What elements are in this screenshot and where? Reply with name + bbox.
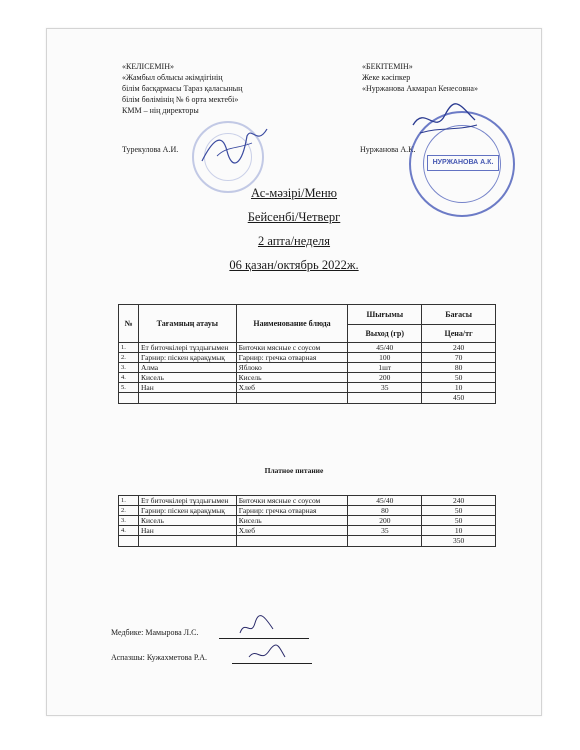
dish-name-kz: Кисель <box>138 516 236 526</box>
stamp-label: НУРЖАНОВА А.К. <box>427 155 499 171</box>
table-row <box>119 353 496 363</box>
dish-name-ru: Яблоко <box>236 363 348 373</box>
signature-left <box>197 121 277 171</box>
table-row <box>119 363 496 373</box>
cook-signature-line: Аспазшы: Кужахметова Р.А. <box>111 653 208 662</box>
empty-cell <box>138 393 236 404</box>
dish-price: 80 <box>422 363 496 373</box>
empty-cell <box>236 393 348 404</box>
dish-name-ru: Биточки мясные с соусом <box>236 343 348 353</box>
approval-line: «Жамбыл облысы әкімдігінің <box>122 73 223 82</box>
row-num: 1. <box>119 343 139 353</box>
dish-name-kz: Нан <box>138 383 236 393</box>
dish-yield: 80 <box>348 506 422 516</box>
dish-yield: 45/40 <box>348 343 422 353</box>
dish-name-ru: Хлеб <box>236 383 348 393</box>
signature-nurse <box>237 615 277 639</box>
total-price: 450 <box>422 393 496 404</box>
row-num: 1. <box>119 496 139 506</box>
dish-name-kz: Кисель <box>138 373 236 383</box>
row-num: 5. <box>119 383 139 393</box>
title-date: 06 қазан/октябрь 2022ж. <box>229 258 359 272</box>
table-row <box>119 343 496 353</box>
dish-name-ru: Биточки мясные с соусом <box>236 496 348 506</box>
table-row <box>119 506 496 516</box>
title-day: Бейсенбі/Четверг <box>247 210 341 224</box>
row-num: 4. <box>119 526 139 536</box>
approval-block-left <box>122 61 242 116</box>
dish-price: 240 <box>422 496 496 506</box>
dish-name-kz: Гарнир: піскен қарақұмық <box>138 353 236 363</box>
approval-line: білім бөлімінің № 6 орта мектебі» <box>122 95 239 104</box>
empty-cell <box>138 536 236 547</box>
dish-name-kz: Гарнир: піскен қарақұмық <box>138 506 236 516</box>
total-row <box>119 536 496 547</box>
total-row <box>119 393 496 404</box>
menu-table <box>118 304 496 404</box>
title-week: 2 апта/неделя <box>257 234 331 248</box>
row-num: 4. <box>119 373 139 383</box>
dish-yield: 200 <box>348 516 422 526</box>
header-num: № <box>119 305 139 343</box>
row-num: 3. <box>119 363 139 373</box>
dish-yield: 1шт <box>348 363 422 373</box>
dish-name-ru: Хлеб <box>236 526 348 536</box>
signature-right <box>405 95 485 145</box>
table-row <box>119 383 496 393</box>
table-row <box>119 496 496 506</box>
header-price-kz: Бағасы <box>422 305 496 325</box>
header-yield-ru: Выход (гр) <box>348 325 422 343</box>
dish-yield: 35 <box>348 383 422 393</box>
dish-price: 70 <box>422 353 496 363</box>
dish-yield: 45/40 <box>348 496 422 506</box>
empty-cell <box>348 536 422 547</box>
empty-cell <box>236 536 348 547</box>
dish-price: 10 <box>422 383 496 393</box>
empty-cell <box>348 393 422 404</box>
dish-price: 50 <box>422 506 496 516</box>
empty-cell <box>119 536 139 547</box>
table-row <box>119 373 496 383</box>
approval-line: білім басқармасы Тараз қаласының <box>122 84 243 93</box>
approval-block-right <box>362 61 478 94</box>
document-page <box>46 28 542 716</box>
dish-price: 50 <box>422 516 496 526</box>
approval-heading-right: «БЕКІТЕМІН» <box>362 62 413 71</box>
dish-yield: 35 <box>348 526 422 536</box>
dish-name-kz: Алма <box>138 363 236 373</box>
approval-heading-left: «КЕЛІСЕМІН» <box>122 62 174 71</box>
dish-name-ru: Гарнир: гречка отварная <box>236 353 348 363</box>
table-row <box>119 516 496 526</box>
row-num: 3. <box>119 516 139 526</box>
signature-cook <box>247 641 287 665</box>
approval-line: КММ – нің директоры <box>122 106 199 115</box>
dish-name-ru: Кисель <box>236 516 348 526</box>
table-row <box>119 526 496 536</box>
dish-name-ru: Гарнир: гречка отварная <box>236 506 348 516</box>
row-num: 2. <box>119 506 139 516</box>
dish-yield: 200 <box>348 373 422 383</box>
paid-table <box>118 495 496 547</box>
dish-name-ru: Кисель <box>236 373 348 383</box>
empty-cell <box>119 393 139 404</box>
dish-name-kz: Ет биточкілері тұздығымен <box>138 343 236 353</box>
row-num: 2. <box>119 353 139 363</box>
header-name-ru: Наименование блюда <box>236 305 348 343</box>
dish-yield: 100 <box>348 353 422 363</box>
signer-left: Турекулова А.И. <box>122 145 179 154</box>
signer-right: Нуржанова А.К. <box>360 145 416 154</box>
dish-price: 50 <box>422 373 496 383</box>
header-price-ru: Цена/тг <box>422 325 496 343</box>
header-yield-kz: Шығымы <box>348 305 422 325</box>
dish-price: 240 <box>422 343 496 353</box>
approval-line: Жеке кәсіпкер <box>362 73 411 82</box>
approval-line: «Нуржанова Акмарал Кенесовна» <box>362 84 478 93</box>
header-name-kz: Тағамның атауы <box>138 305 236 343</box>
dish-name-kz: Ет биточкілері тұздығымен <box>138 496 236 506</box>
dish-name-kz: Нан <box>138 526 236 536</box>
dish-price: 10 <box>422 526 496 536</box>
total-price: 350 <box>422 536 496 547</box>
title-menu: Ас-мәзірі/Меню <box>250 186 338 200</box>
nurse-signature-line: Медбике: Мамырова Л.С. <box>111 628 199 637</box>
paid-section-title: Платное питание <box>264 466 324 475</box>
